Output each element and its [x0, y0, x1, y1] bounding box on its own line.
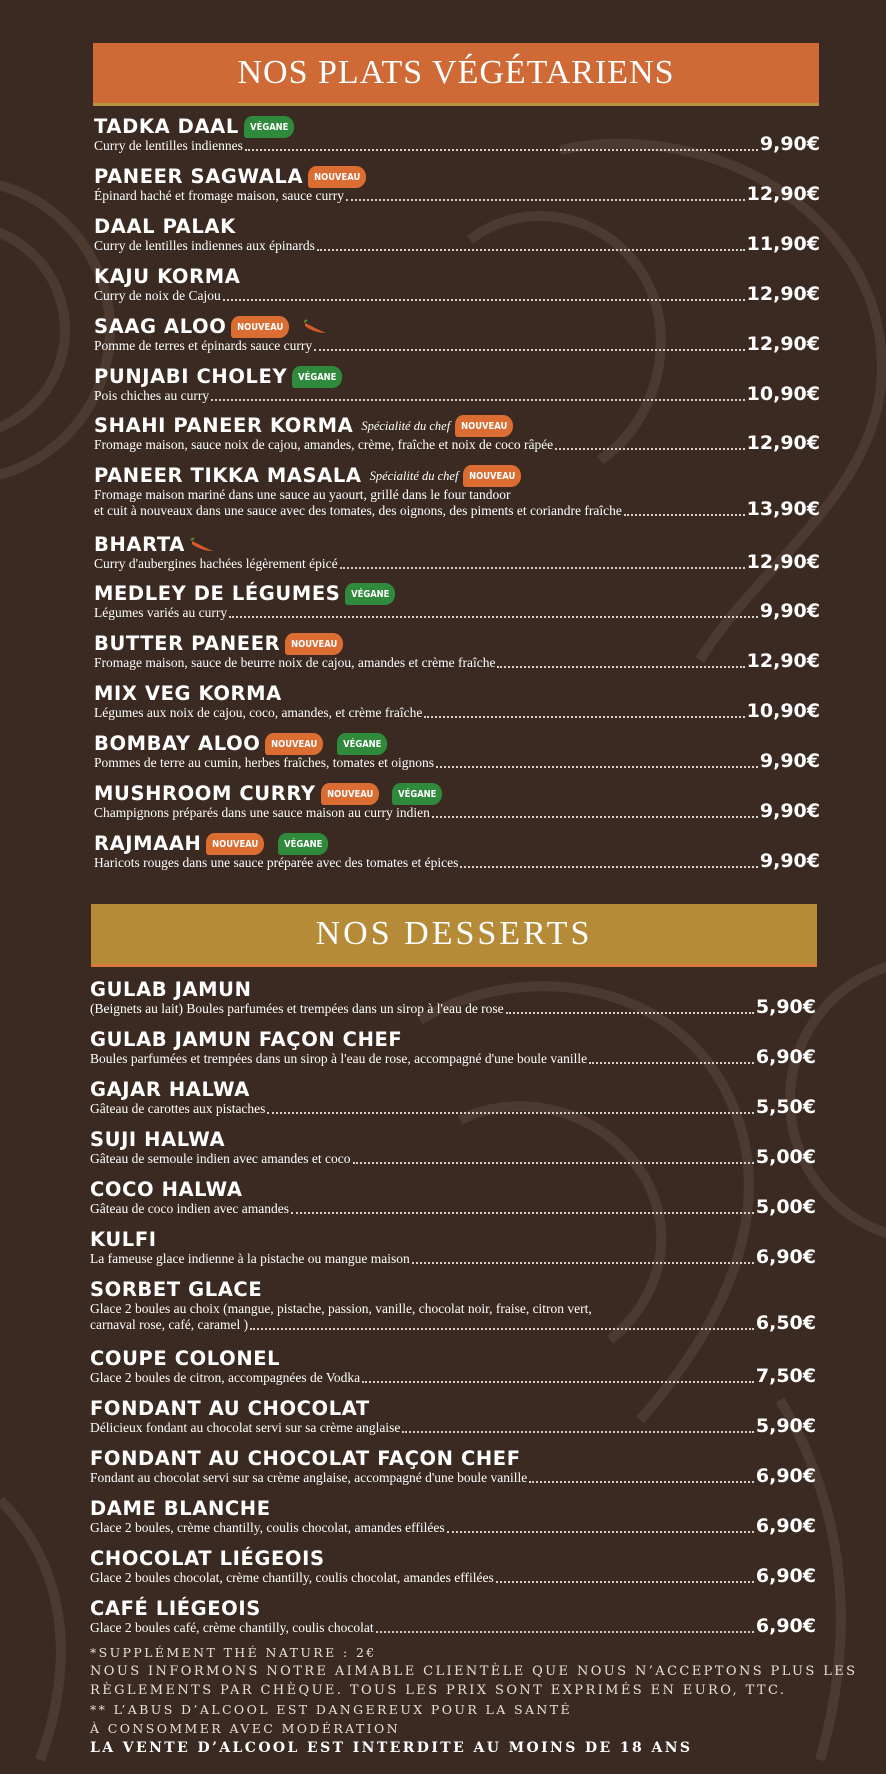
menu-item-header: [94, 583, 820, 605]
dish-description: Curry de lentilles indiennes: [94, 138, 243, 153]
dish-description: Haricots rouges dans une sauce préparée avec des tomates et épices: [94, 855, 459, 870]
menu-item-header: [94, 633, 820, 655]
menu-item-header: [90, 979, 816, 1001]
dish-description: Fromage maison mariné dans une sauce au yaourt, grillé dans le four tandoor: [94, 487, 511, 502]
payment-notice-line2: RÈGLEMENTS PAR CHÈQUE. TOUS LES PRIX SONT EXPRIMÉS EN EURO, TTC.: [90, 1683, 787, 1698]
dish-description: Fondant au chocolat servi sur sa crème anglaise, accompagné d'une boule vanille: [90, 1470, 528, 1485]
dish-description: Pommes de terre au cumin, herbes fraîches, tomates et oignons: [94, 755, 435, 770]
dot-leader: [229, 616, 758, 618]
dot-leader: [506, 1012, 754, 1014]
dot-leader: [211, 399, 745, 401]
dish-price: 6,90€: [755, 1465, 816, 1487]
dish-name: SUJI HALWA: [90, 1128, 226, 1151]
vegan-badge: VÉGANE: [337, 733, 388, 755]
dish-price: 12,90€: [746, 333, 820, 355]
dot-leader: [362, 1381, 754, 1383]
dish-name: SORBET GLACE: [90, 1278, 263, 1301]
menu-item: [94, 116, 820, 154]
dish-name: MEDLEY DE LÉGUMES: [94, 582, 341, 605]
menu-item: [90, 1398, 816, 1436]
dot-leader: [424, 716, 744, 718]
dish-description: Curry de lentilles indiennes aux épinards: [94, 238, 315, 253]
vegan-badge: VÉGANE: [244, 116, 295, 138]
dish-name: PANEER TIKKA MASALA: [94, 464, 362, 487]
dish-price: 6,90€: [755, 1515, 816, 1537]
dish-description: Fromage maison, sauce noix de cajou, amandes, crème, fraîche et noix de coco râpée: [94, 437, 554, 452]
dish-name: GAJAR HALWA: [90, 1078, 250, 1101]
dish-price: 5,00€: [755, 1146, 816, 1168]
vegetarian-section-title: NOS PLATS VÉGÉTARIENS: [93, 43, 819, 106]
dish-name: RAJMAAH: [94, 832, 202, 855]
tea-supplement-note: *SUPPLÉMENT THÉ NATURE : 2€: [90, 1645, 377, 1660]
vegan-badge: VÉGANE: [345, 583, 396, 605]
dish-description: Délicieux fondant au chocolat servi sur sa crème anglaise: [90, 1420, 401, 1435]
menu-item: [90, 1348, 816, 1386]
dish-name: FONDANT AU CHOCOLAT FAÇON CHEF: [90, 1447, 521, 1470]
menu-item-header: [90, 1029, 816, 1051]
dish-name: BOMBAY ALOO: [94, 732, 261, 755]
dish-description: Curry de noix de Cajou: [94, 288, 221, 303]
menu-item: [94, 583, 820, 621]
dish-price: 6,90€: [755, 1615, 816, 1637]
dot-leader: [412, 1262, 754, 1264]
vegan-badge: VÉGANE: [292, 366, 343, 388]
menu-item-header: [90, 1498, 816, 1520]
dish-description: Fromage maison, sauce de beurre noix de cajou, amandes et crème fraîche: [94, 655, 496, 670]
dish-name: BUTTER PANEER: [94, 632, 281, 655]
dish-description: Curry d'aubergines hachées légèrement épicé: [94, 556, 338, 571]
menu-item-header: [94, 116, 820, 138]
dish-description: Glace 2 boules café, crème chantilly, coulis chocolat: [90, 1620, 374, 1635]
dish-name: MUSHROOM CURRY: [94, 782, 316, 805]
dish-price: 5,50€: [755, 1096, 816, 1118]
new-badge: NOUVEAU: [285, 633, 343, 655]
menu-item-header: [94, 783, 820, 805]
menu-item: [94, 316, 820, 354]
dot-leader: [291, 1212, 754, 1214]
dish-name: COUPE COLONEL: [90, 1347, 281, 1370]
dish-price: 5,90€: [755, 996, 816, 1018]
dot-leader: [460, 866, 758, 868]
menu-item: [90, 979, 816, 1017]
moderation-notice: À CONSOMMER AVEC MODÉRATION: [90, 1721, 400, 1736]
menu-item-header: [94, 166, 820, 188]
menu-item-header: [94, 415, 820, 437]
menu-item-header: [94, 366, 820, 388]
menu-item-header: [90, 1279, 816, 1301]
desserts-section-title: NOS DESSERTS: [91, 904, 817, 967]
dish-description: Épinard haché et fromage maison, sauce curry: [94, 188, 345, 203]
menu-item: [94, 366, 820, 404]
dish-price: 12,90€: [746, 432, 820, 454]
dish-description: Glace 2 boules au choix (mangue, pistache, passion, vanille, chocolat noir, fraise, citron vert,: [90, 1301, 592, 1316]
menu-item-header: [94, 733, 820, 755]
menu-item: [94, 166, 820, 204]
vegan-badge: VÉGANE: [278, 833, 329, 855]
menu-item: [94, 683, 820, 721]
dish-description: Pomme de terres et épinards sauce curry: [94, 338, 313, 353]
dish-name: GULAB JAMUN: [90, 978, 252, 1001]
dot-leader: [436, 766, 758, 768]
menu-item-header: [94, 833, 820, 855]
dot-leader: [447, 1531, 754, 1533]
dish-description-cont: et cuit à nouveaux dans une sauce avec des tomates, des oignons, des piments et coriandre fraîche: [94, 503, 622, 518]
dot-leader: [432, 816, 758, 818]
dot-leader: [353, 1162, 754, 1164]
menu-item-header: [90, 1079, 816, 1101]
dish-price: 5,90€: [755, 1415, 816, 1437]
menu-item: [90, 1129, 816, 1167]
dish-name: PUNJABI CHOLEY: [94, 365, 288, 388]
dish-name: FONDANT AU CHOCOLAT: [90, 1397, 370, 1420]
alcohol-age-notice: LA VENTE D’ALCOOL EST INTERDITE AU MOINS DE 18 ANS: [90, 1740, 693, 1756]
dish-price: 11,90€: [746, 233, 820, 255]
menu-item: [90, 1029, 816, 1067]
dish-price: 12,90€: [746, 283, 820, 305]
dish-price: 9,90€: [759, 600, 820, 622]
dish-description: Champignons préparés dans une sauce maison au curry indien: [94, 805, 430, 820]
menu-item-header: [94, 683, 820, 705]
dish-description: Boules parfumées et trempées dans un sirop à l'eau de rose, accompagné d'une boule vanille: [90, 1051, 588, 1066]
new-badge: NOUVEAU: [321, 783, 379, 805]
dish-description: Glace 2 boules, crème chantilly, coulis chocolat, amandes effilées: [90, 1520, 445, 1535]
dish-name: PANEER SAGWALA: [94, 165, 304, 188]
dot-leader: [346, 199, 745, 201]
new-badge: NOUVEAU: [231, 316, 289, 338]
menu-item: [90, 1279, 816, 1333]
dish-price: 5,00€: [755, 1196, 816, 1218]
menu-item: [94, 266, 820, 304]
menu-item: [90, 1498, 816, 1536]
menu-item-header: [90, 1179, 816, 1201]
dish-description: Pois chiches au curry: [94, 388, 210, 403]
dish-description-cont: carnaval rose, café, caramel ): [90, 1317, 249, 1332]
dot-leader: [402, 1431, 754, 1433]
menu-item: [90, 1448, 816, 1486]
dish-description: Gâteau de carottes aux pistaches: [90, 1101, 266, 1116]
dish-name: TADKA DAAL: [94, 115, 239, 138]
dot-leader: [314, 349, 745, 351]
dish-name: CAFÉ LIÉGEOIS: [90, 1597, 261, 1620]
dot-leader: [589, 1062, 754, 1064]
chef-special-label: Spécialité du chef: [369, 468, 459, 483]
dish-name: DAME BLANCHE: [90, 1497, 271, 1520]
dish-name: SAAG ALOO: [94, 315, 227, 338]
menu-item-header: [90, 1229, 816, 1251]
menu-item: [94, 733, 820, 771]
dot-leader: [555, 448, 744, 450]
dish-name: BHARTA: [94, 533, 185, 556]
menu-item: [90, 1079, 816, 1117]
new-badge: NOUVEAU: [265, 733, 323, 755]
dish-price: 13,90€: [746, 498, 820, 520]
menu-item-header: [94, 534, 820, 556]
dish-name: KAJU KORMA: [94, 265, 241, 288]
new-badge: NOUVEAU: [463, 465, 521, 487]
dot-leader: [496, 1581, 754, 1583]
menu-item-header: [94, 316, 820, 338]
menu-item-header: [94, 216, 820, 238]
menu-item: [94, 465, 820, 519]
new-badge: NOUVEAU: [206, 833, 264, 855]
spicy-chili-icon: [189, 537, 215, 553]
menu-item: [90, 1179, 816, 1217]
dish-price: 12,90€: [746, 551, 820, 573]
menu-item-header: [90, 1129, 816, 1151]
dot-leader: [376, 1631, 754, 1633]
dot-leader: [267, 1112, 753, 1114]
menu-item: [94, 534, 820, 572]
menu-item: [94, 216, 820, 254]
new-badge: NOUVEAU: [455, 415, 513, 437]
menu-item: [94, 833, 820, 871]
dish-name: GULAB JAMUN FAÇON CHEF: [90, 1028, 403, 1051]
payment-notice-line1: NOUS INFORMONS NOTRE AIMABLE CLIENTÈLE QUE NOUS N’ACCEPTONS PLUS LES: [90, 1664, 858, 1679]
menu-item: [90, 1229, 816, 1267]
dot-leader: [317, 249, 745, 251]
spicy-chili-icon: [302, 319, 328, 335]
dish-description: Légumes aux noix de cajou, coco, amandes, et crème fraîche: [94, 705, 423, 720]
dish-price: 9,90€: [759, 800, 820, 822]
menu-item: [94, 783, 820, 821]
menu-item-header: [90, 1598, 816, 1620]
dot-leader: [529, 1481, 754, 1483]
dish-price: 12,90€: [746, 650, 820, 672]
dot-leader: [250, 1328, 754, 1330]
dish-name: MIX VEG KORMA: [94, 682, 282, 705]
menu-item: [94, 415, 820, 453]
dish-price: 9,90€: [759, 750, 820, 772]
dot-leader: [497, 666, 744, 668]
menu-item-header: [94, 266, 820, 288]
dish-name: KULFI: [90, 1228, 157, 1251]
dish-description: Gâteau de semoule indien avec amandes et coco: [90, 1151, 351, 1166]
dish-price: 10,90€: [746, 700, 820, 722]
dish-name: CHOCOLAT LIÉGEOIS: [90, 1547, 325, 1570]
dot-leader: [340, 567, 745, 569]
dish-description: Glace 2 boules de citron, accompagnées de Vodka: [90, 1370, 361, 1385]
menu-item-header: [90, 1548, 816, 1570]
chef-special-label: Spécialité du chef: [361, 418, 451, 433]
dot-leader: [223, 299, 745, 301]
dish-name: DAAL PALAK: [94, 215, 236, 238]
menu-item-header: [90, 1448, 816, 1470]
menu-item-header: [90, 1348, 816, 1370]
dish-price: 10,90€: [746, 383, 820, 405]
menu-item-header: [94, 465, 820, 487]
alcohol-warning: ** L’ABUS D’ALCOOL EST DANGEREUX POUR LA SANTÉ: [90, 1702, 573, 1717]
dish-price: 9,90€: [759, 133, 820, 155]
new-badge: NOUVEAU: [308, 166, 366, 188]
dish-description: La fameuse glace indienne à la pistache ou mangue maison: [90, 1251, 410, 1266]
dish-price: 12,90€: [746, 183, 820, 205]
menu-item-header: [90, 1398, 816, 1420]
dish-price: 7,50€: [755, 1365, 816, 1387]
dot-leader: [245, 149, 758, 151]
dish-price: 9,90€: [759, 850, 820, 872]
menu-item: [94, 633, 820, 671]
dish-description: Gâteau de coco indien avec amandes: [90, 1201, 290, 1216]
dish-name: SHAHI PANEER KORMA: [94, 414, 354, 437]
dot-leader: [624, 514, 745, 516]
menu-item: [90, 1548, 816, 1586]
dish-price: 6,90€: [755, 1565, 816, 1587]
dish-description: Légumes variés au curry: [94, 605, 228, 620]
dish-price: 6,90€: [755, 1246, 816, 1268]
dish-price: 6,50€: [755, 1312, 816, 1334]
dish-name: COCO HALWA: [90, 1178, 243, 1201]
menu-item: [90, 1598, 816, 1636]
dish-price: 6,90€: [755, 1046, 816, 1068]
dish-description: Glace 2 boules chocolat, crème chantilly, coulis chocolat, amandes effilées: [90, 1570, 494, 1585]
dish-description: (Beignets au lait) Boules parfumées et trempées dans un sirop à l'eau de rose: [90, 1001, 504, 1016]
vegan-badge: VÉGANE: [392, 783, 443, 805]
